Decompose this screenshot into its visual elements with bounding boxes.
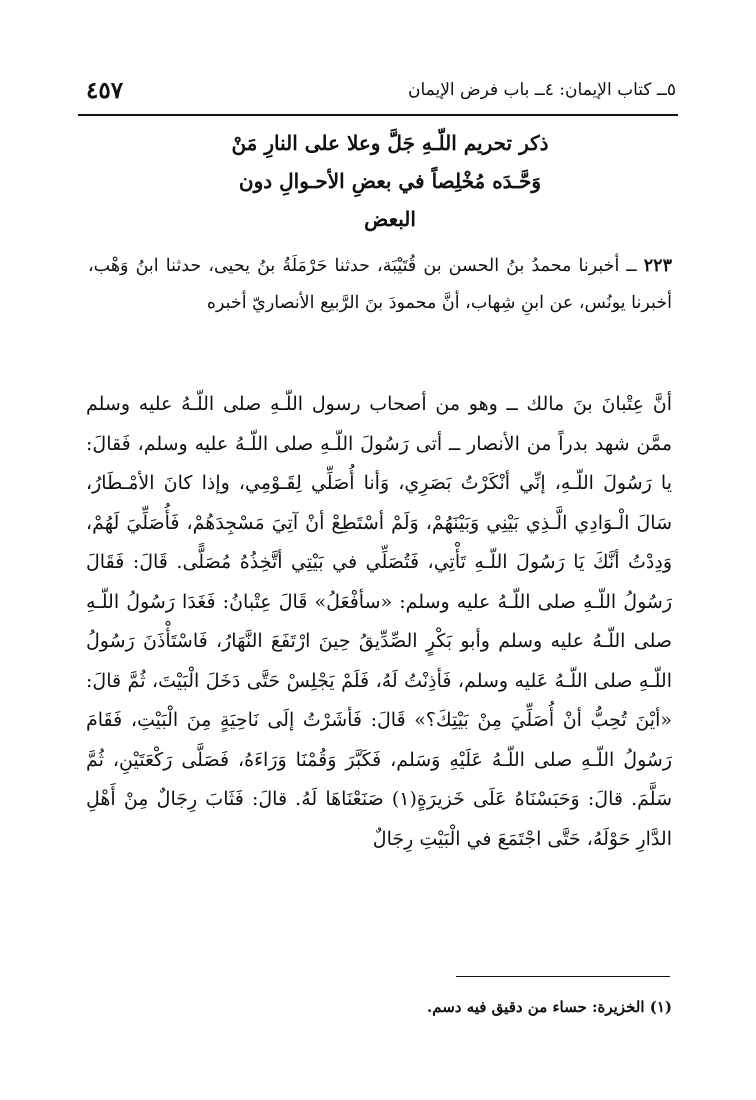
hadith-isnad: ــ أخبرنا محمدُ بنُ الحسن بن قُتَيْبَة، حدثنا حَرْمَلَةُ بنُ يحيى، حدثنا ابنُ وَهْب، أخبرنا يونُس، عن ابنِ شِهاب، أنَّ محمودَ بنَ الرَّبيع الأنصاريّ أخبره — [88, 256, 672, 313]
chapter-heading — [190, 124, 590, 238]
chapter-heading-line-3: البعض — [364, 207, 416, 231]
chapter-heading-line-1: ذكر تحريم اللّـهِ جَلَّ وعلا على النارِ مَنْ — [231, 131, 549, 155]
header-divider — [78, 114, 678, 116]
hadith-text: أنَّ عِتْبانَ بنَ مالك ــ وهو من أصحاب رسول اللّـهِ صلى اللّـهُ عليه وسلم ممَّن شهد بدراً من الأنصار ــ أتى رَسُولَ اللّـهِ صلى اللّـهُ عليه وسلم، فَقالَ: يا رَسُولَ اللّـهِ، إنِّي أنْكَرْتُ بَصَرِي، وَأنا أُصَلِّي لِقَـوْمِي، وإذا كانَ الأمْـطَارُ، سَالَ الْـوَادِي الَّـذِي بَيْنِي وَبَيْنَهُمْ، وَلَمْ أسْتَطِعْ أنْ آتِيَ مَسْجِدَهُمْ، فَأُصَلِّيَ لَهُمْ، وَدِدْتُ أنَّكَ يَا رَسُولَ اللّـهِ تَأْتِي، فَتُصَلِّي في بَيْتِي أتَّخِذُهُ مُصَلًّى. قَالَ: فَقَالَ رَسُولُ اللّـهِ صلى اللّـهُ عليه وسلم: «سأفْعَلُ» قَالَ عِتْبانُ: فَغَدَا رَسُولُ اللّـهِ صلى اللّـهُ عليه وسلم وأبو بَكْرٍ الصِّدِّيقُ حِينَ ارْتَفَعَ النَّهَارُ، فَاسْتَأْذَنَ رَسُولُ اللّـهِ صلى اللّـهُ عَليه وسلم، فَأذِنْتُ لَهُ، فَلَمْ يَجْلِسْ حَتَّى دَخَلَ الْبَيْتَ، ثُمَّ قالَ: «أيْنَ تُحِبُّ أنْ أُصَلِّيَ مِنْ بَيْتِكَ؟» قَالَ: فَأشَرْتُ إلَى نَاحِيَةٍ مِنَ الْبَيْتِ، فَقَامَ رَسُولُ اللّـهِ صلى اللّـهُ عَلَيْهِ وَسَلم، فَكَبَّرَ وَقُمْنَا وَرَاءَهُ، فَصَلَّى رَكْعَتَيْنِ، ثُمَّ سَلَّمَ. قالَ: وَحَبَسْنَاهُ عَلَى خَزيرَةٍ(١) صَنَعْنَاهَا لَهُ. قالَ: فَثَابَ رِجَالٌ مِنْ أَهْلِ الدَّارِ حَوْلَهُ، حَتَّى اجْتَمَعَ في الْبَيْتِ رِجَالٌ — [86, 393, 672, 850]
footnote-divider — [456, 976, 670, 977]
running-head-title: ٥ــ كتاب الإيمان: ٤ــ باب فرض الإيمان — [407, 80, 676, 100]
hadith-isnad-paragraph — [88, 248, 672, 322]
hadith-number: ٢٢٣ — [643, 256, 672, 276]
chapter-heading-line-2: وَحَّـدَه مُخْلِصاً في بعضِ الأحـوالِ دون — [238, 169, 542, 193]
footnote: (١) الخزيرة: حساء من دقيق فيه دسم. — [427, 998, 672, 1016]
running-head — [86, 72, 676, 108]
page-number: ٤٥٧ — [86, 76, 124, 104]
